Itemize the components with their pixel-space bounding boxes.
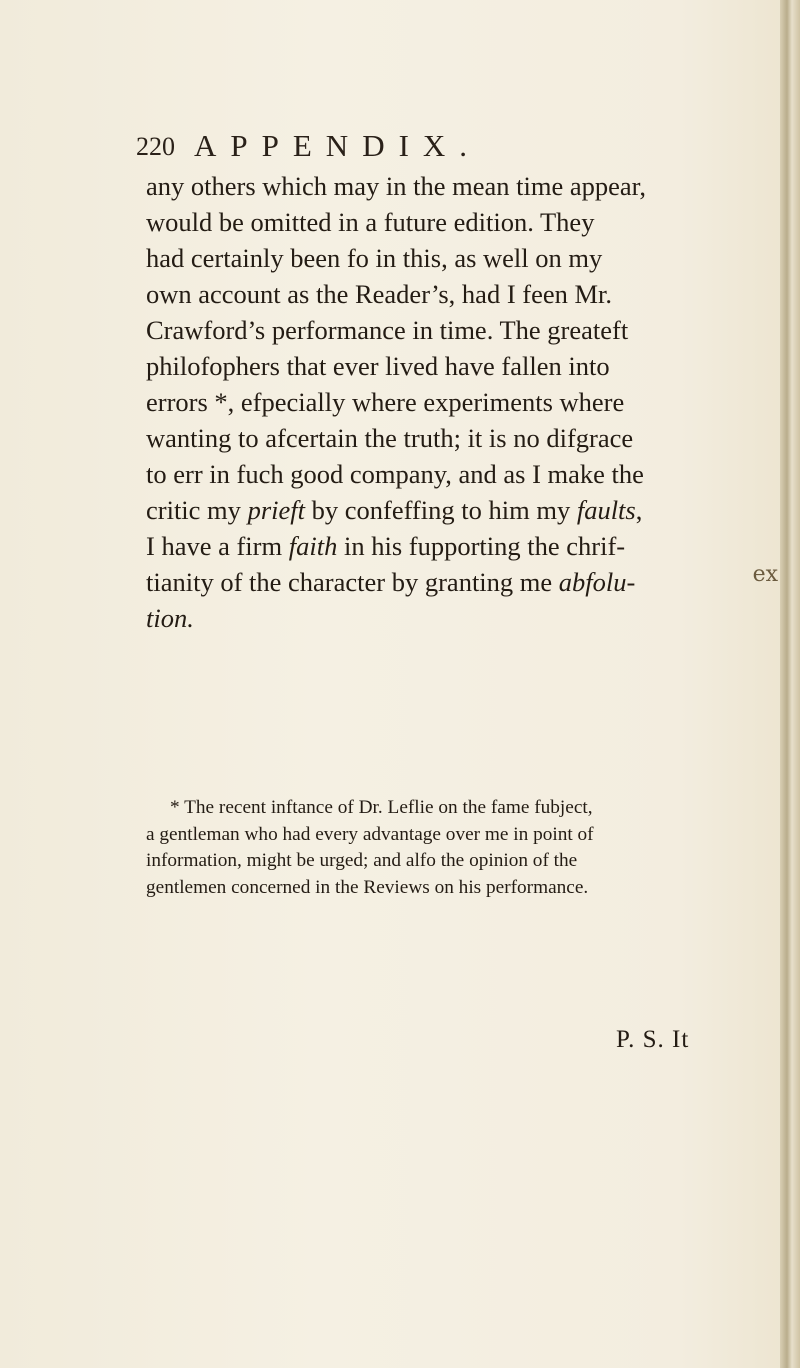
body-line [146, 492, 756, 528]
footnote [146, 795, 756, 901]
text-run: I have a firm [146, 531, 289, 561]
page-header [136, 128, 696, 168]
body-line: wanting to afcertain the truth; it is no difgrace [146, 423, 634, 453]
text-run: by confeffing to him my [304, 495, 577, 525]
body-line [146, 528, 756, 564]
footnote-line: a gentleman who had every advantage over me in point of [146, 823, 594, 845]
body-line: had certainly been fo in this, as well on my [146, 243, 603, 273]
italic-word-tion: tion. [146, 603, 194, 633]
body-line: philofophers that ever lived have fallen into [146, 351, 610, 381]
italic-word-abfolu: abfolu- [558, 567, 636, 597]
italic-word-faults: faults [576, 495, 636, 525]
body-line: errors *, efpecially where experiments where [146, 387, 625, 417]
text-run: in his fupporting the chrif- [337, 531, 626, 561]
body-line [146, 600, 756, 636]
text-run: critic my [146, 495, 248, 525]
italic-word-prieft: prieft [247, 495, 305, 525]
text-run: , [635, 495, 643, 525]
body-line: any others which may in the mean time appear, [146, 171, 647, 201]
footnote-line: gentlemen concerned in the Reviews on his performance. [146, 876, 589, 898]
italic-word-faith: faith [288, 531, 338, 561]
body-line: Crawford’s performance in time. The greateft [146, 315, 629, 345]
text-run: tianity of the character by granting me [146, 567, 559, 597]
margin-mark: ex [752, 562, 778, 587]
page-edge [780, 0, 800, 1368]
body-line [146, 564, 756, 600]
body-line: to err in fuch good company, and as I make the [146, 459, 644, 489]
body-text [146, 168, 756, 636]
footnote-line: information, might be urged; and alfo the opinion of the [146, 850, 578, 871]
page-number: 220 [136, 132, 175, 161]
catchword: P. S. It [616, 1026, 690, 1053]
body-line: would be omitted in a future edition. They [146, 207, 595, 237]
body-line: own account as the Reader’s, had I feen Mr. [146, 279, 613, 309]
running-head: APPENDIX. [194, 128, 482, 163]
footnote-line: * The recent inftance of Dr. Leflie on the fame fubject, [170, 797, 593, 818]
